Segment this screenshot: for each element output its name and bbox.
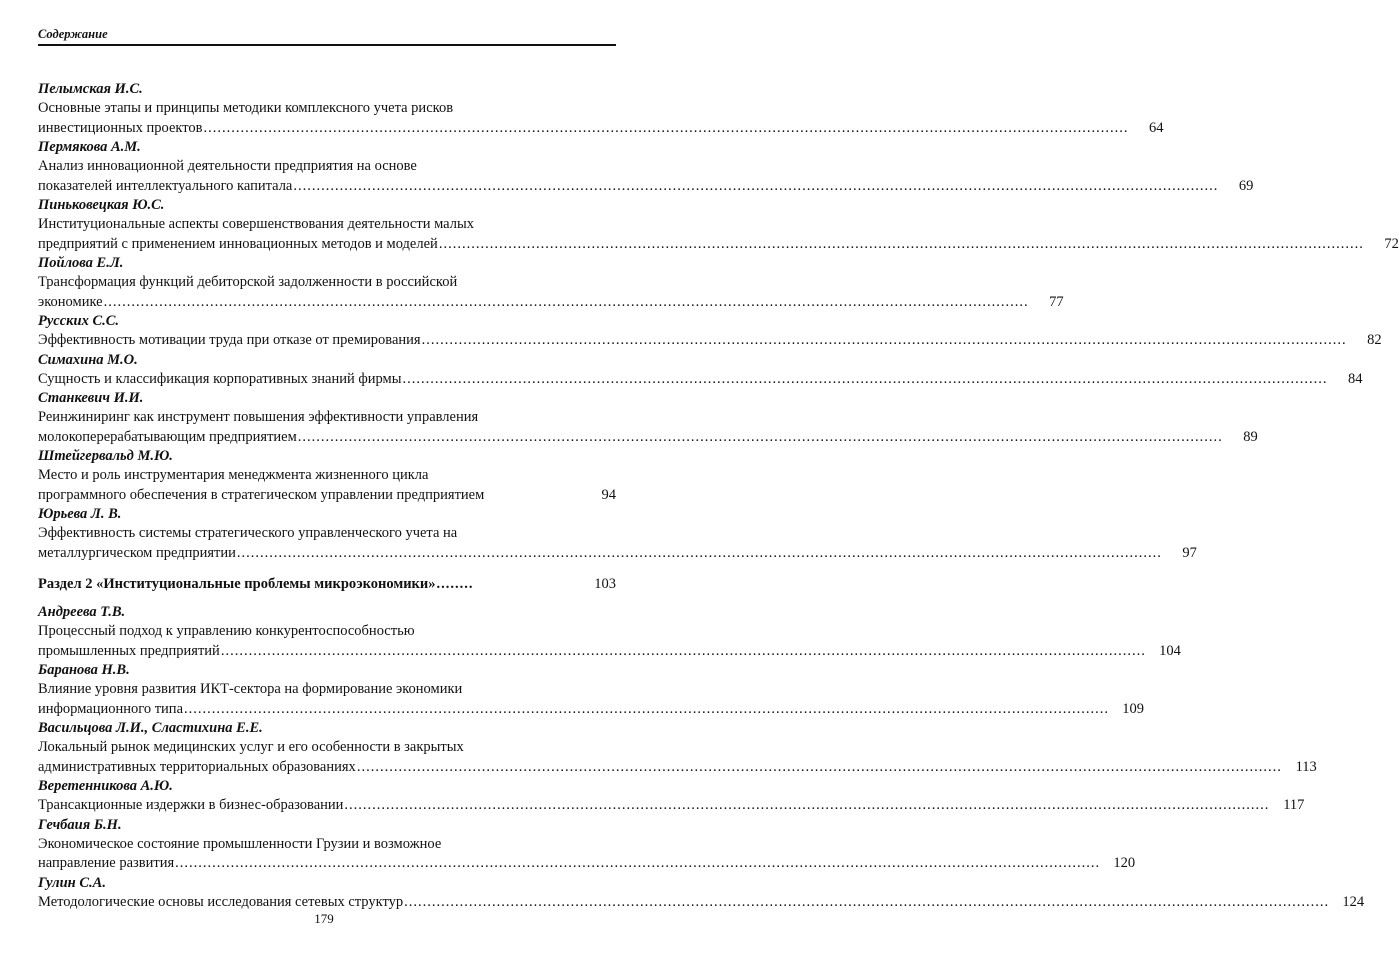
entry-title-line	[38, 177, 1254, 197]
entry-title-text: Сущность и классификация корпоративных знаний фирмы	[38, 370, 402, 387]
leader-dots: ........................................................................................................................................................................................................	[203, 119, 1129, 136]
toc-entry	[38, 351, 1363, 390]
entry-page-number: 97	[1182, 544, 1197, 561]
entry-page-number: 104	[1159, 642, 1181, 659]
toc-entry	[38, 505, 1197, 563]
entry-author: Гулин С.А.	[38, 874, 106, 891]
toc-entry	[38, 603, 1181, 661]
leader-dots: ........................................................................................................................................................................................................	[293, 177, 1219, 194]
toc-entry	[38, 447, 616, 505]
section-heading	[38, 574, 616, 594]
leader-dots: ........................................................................................................................................................................................................	[438, 235, 1364, 252]
entry-author: Васильцова Л.И., Сластихина Е.Е.	[38, 720, 263, 736]
entry-page-number: 64	[1148, 119, 1164, 136]
entry-title-line	[38, 758, 1317, 778]
entry-page-number: 77	[1049, 293, 1064, 310]
entry-page-number: 72	[1384, 235, 1399, 252]
entry-title-text: инвестиционных проектов	[38, 119, 203, 136]
leader-dots: ........................................................................................................................................................................................................	[103, 293, 1029, 310]
entry-title-line	[38, 215, 616, 235]
entry-title-text: Место и роль инструментария менеджмента жизненного цикла	[38, 467, 429, 483]
entry-title-line	[38, 331, 1382, 351]
leader-dots: ........................................................................................................................................................................................................	[356, 758, 1282, 775]
entry-title-line	[38, 796, 1305, 816]
entry-author: Русских С.С.	[38, 313, 120, 329]
entry-page-number: 117	[1283, 797, 1305, 813]
entry-title-text: административных территориальных образованиях	[38, 758, 356, 775]
table-of-contents	[38, 80, 1399, 912]
entry-page-number: 94	[601, 486, 616, 503]
leader-dots: ........................................................................................................................................................................................................	[220, 642, 1146, 659]
entry-title-line	[38, 293, 1064, 313]
toc-entry	[38, 138, 1254, 196]
leader-dots: ........................................................................................................................................................................................................	[236, 544, 1162, 561]
entry-page-number: 89	[1243, 428, 1258, 445]
entry-title-text: молокоперерабатывающим предприятием	[38, 428, 297, 445]
entry-page-number: 120	[1113, 855, 1136, 871]
entry-title-line	[38, 835, 616, 855]
toc-entries-after	[38, 603, 1365, 912]
entry-title-text: Реинжиниринг как инструмент повышения эффективности управления	[38, 409, 479, 425]
section-title: Раздел 2 «Институциональные проблемы микроэкономики»	[38, 576, 436, 592]
toc-entry	[38, 312, 1382, 351]
toc-entry	[38, 816, 1136, 874]
entry-title-text: промышленных предприятий	[38, 642, 220, 659]
entry-author: Пойлова Е.Л.	[38, 255, 124, 271]
entry-title-text: Трансформация функций дебиторской задолженности в российской	[38, 274, 458, 290]
entry-title-text: экономике	[38, 293, 103, 310]
entry-title-line	[38, 854, 1136, 874]
entry-title-line	[38, 544, 1197, 564]
leader-dots: ........................................................................................................................................................................................................	[421, 332, 1347, 348]
entry-title-line	[38, 680, 616, 700]
entry-author: Симахина М.О.	[38, 351, 138, 368]
entry-title-text: металлургическом предприятии	[38, 544, 236, 561]
leader-dots: ........................................................................................................................................................................................................	[404, 893, 1330, 910]
entry-title-line	[38, 273, 616, 293]
entry-title-line	[38, 119, 1164, 139]
running-head: Содержание	[38, 27, 616, 46]
entry-page-number: 84	[1347, 370, 1363, 387]
entry-author: Станкевич И.И.	[38, 390, 144, 406]
leader-dots: ........	[436, 576, 474, 592]
toc-entry	[38, 874, 1365, 913]
entry-title-line	[38, 642, 1181, 662]
toc-entry	[38, 80, 1164, 138]
entry-author: Юрьева Л. В.	[38, 506, 122, 522]
leader-dots: ........................................................................................................................................................................................................	[402, 370, 1328, 387]
entry-title-line	[38, 622, 616, 642]
entry-page-number: 69	[1238, 177, 1254, 194]
entry-page-number: 124	[1342, 893, 1365, 910]
entry-title-line	[38, 486, 616, 506]
entry-author: Пермякова А.М.	[38, 139, 141, 155]
page-number: 179	[314, 911, 334, 926]
leader-dots: ........................................................................................................................................................................................................	[175, 855, 1101, 871]
entry-title-line	[38, 99, 616, 119]
entry-title-text: Институциональные аспекты совершенствования деятельности малых	[38, 216, 474, 232]
entry-title-text: показателей интеллектуального капитала	[38, 177, 293, 194]
leader-dots: ........................................................................................................................................................................................................	[344, 797, 1270, 813]
entry-title-text: Влияние уровня развития ИКТ-сектора на формирование экономики	[38, 681, 463, 697]
entry-title-line	[38, 370, 1363, 390]
entry-title-text: направление развития	[38, 855, 175, 871]
entry-title-text: Методологические основы исследования сетевых структур	[38, 893, 404, 910]
entry-title-text: Экономическое состояние промышленности Грузии и возможное	[38, 835, 442, 852]
entry-title-text: предприятий с применением инновационных методов и моделей	[38, 235, 438, 252]
entry-title-text: Анализ инновационной деятельности предприятия на основе	[38, 158, 417, 174]
entry-title-text: информационного типа	[38, 700, 183, 717]
section-page-number: 103	[594, 576, 616, 592]
entry-author: Баранова Н.В.	[38, 662, 130, 678]
entry-page-number: 113	[1295, 758, 1317, 775]
toc-entry	[38, 661, 1144, 719]
entry-title-line	[38, 408, 616, 428]
entry-page-number: 82	[1367, 332, 1382, 348]
entry-title-text: Трансакционные издержки в бизнес-образовании	[38, 797, 344, 813]
leader-dots: ........................................................................................................................................................................................................	[184, 700, 1109, 717]
entry-author: Пелымская И.С.	[38, 81, 143, 97]
toc-entry	[38, 254, 1064, 312]
entry-title-line	[38, 466, 616, 486]
toc-entry	[38, 777, 1305, 816]
toc-entry	[38, 196, 1399, 254]
entry-title-text: Эффективность мотивации труда при отказе от премирования	[38, 332, 421, 348]
entry-title-line	[38, 157, 616, 177]
entry-title-line	[38, 524, 616, 544]
entry-title-text: Основные этапы и принципы методики комплексного учета рисков	[38, 100, 454, 116]
entry-title-text: Локальный рынок медицинских услуг и его особенности в закрытых	[38, 739, 464, 755]
entry-author: Андреева Т.В.	[38, 604, 126, 620]
entry-title-text: Процессный подход к управлению конкурентоспособностью	[38, 623, 415, 639]
entry-title-line	[38, 428, 1258, 448]
entry-title-line	[38, 700, 1144, 720]
toc-entry	[38, 389, 1258, 447]
entry-title-line	[38, 235, 1399, 255]
entry-author: Гечбаия Б.Н.	[38, 816, 122, 833]
entry-author: Пиньковецкая Ю.С.	[38, 197, 165, 213]
entry-title-text: Эффективность системы стратегического управленческого учета на	[38, 525, 458, 541]
toc-entry	[38, 719, 1317, 777]
entry-title-text: программного обеспечения в стратегическом управлении предприятием	[38, 486, 485, 503]
toc-entries-before	[38, 80, 1399, 563]
leader-dots: ........................................................................................................................................................................................................	[297, 428, 1223, 445]
entry-page-number: 109	[1122, 700, 1144, 717]
entry-author: Штейгервальд М.Ю.	[38, 448, 173, 464]
entry-title-line	[38, 893, 1365, 913]
entry-author: Веретенникова А.Ю.	[38, 778, 173, 794]
entry-title-line	[38, 738, 616, 758]
